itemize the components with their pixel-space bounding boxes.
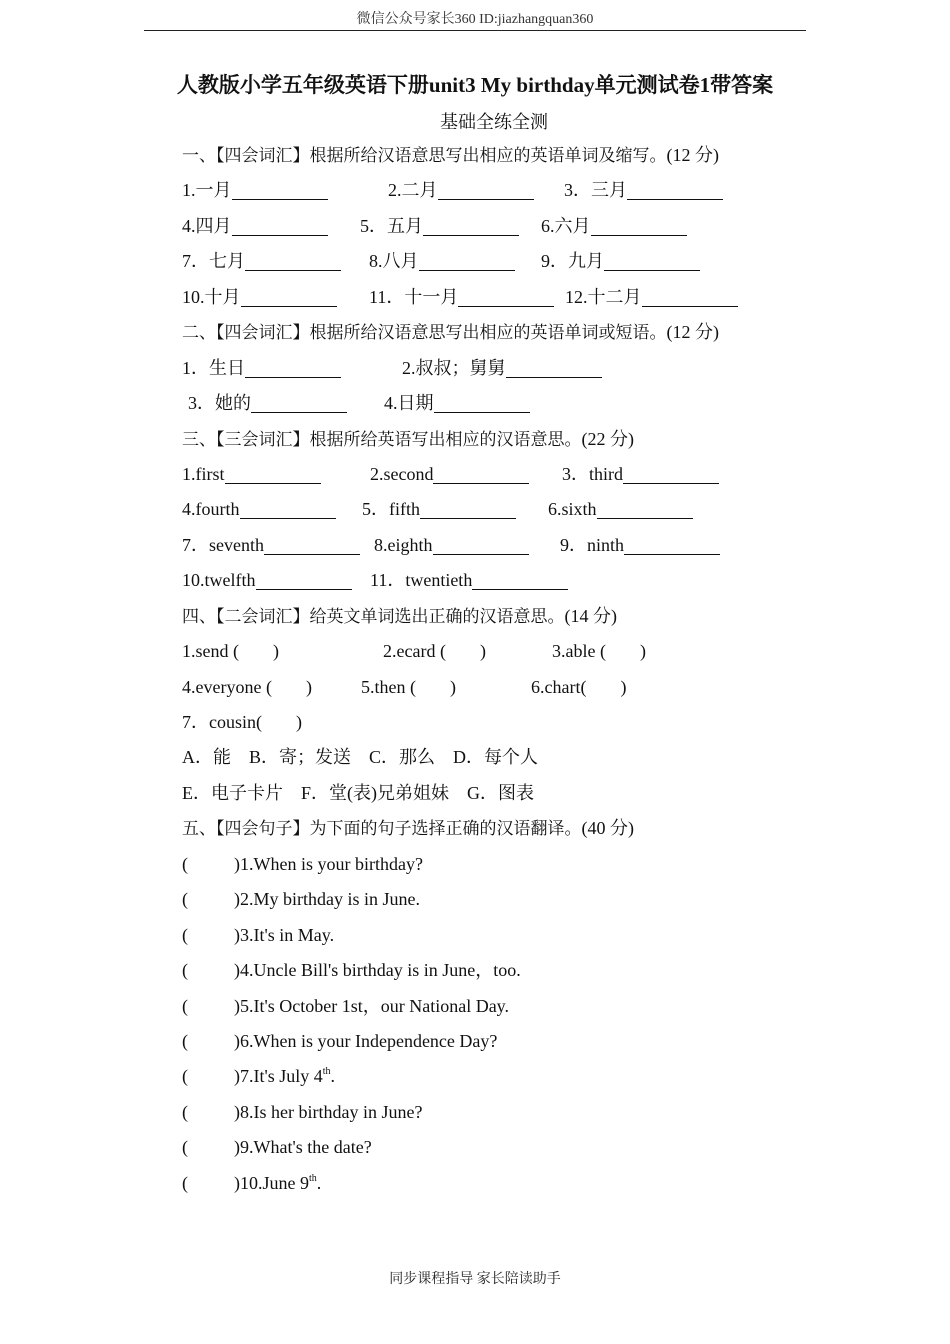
s3-item-7: 7．seventh [182,528,360,563]
s3-row-1 [182,457,902,492]
header-rule [144,30,806,31]
page-footer: 同步课程指导 家长陪读助手 [389,1272,561,1287]
s4-row-2 [182,670,902,705]
s5-item-8: ( )8.Is her birthday in June? [182,1101,423,1122]
section-2-heading: 二、【四会词汇】根据所给汉语意思写出相应的英语单词或短语。(12 分) [182,322,719,344]
answer-blank[interactable] [264,532,360,555]
s4-item-5: 5.then ( ) [361,676,456,697]
s1-item-10: 10.十月 [182,280,337,315]
s4-item-1: 1.send ( ) [182,641,279,662]
s4-item-4: 4.everyone ( ) [182,676,312,697]
answer-blank[interactable] [433,532,529,555]
answer-blank[interactable] [232,177,328,200]
s1-item-12: 12.十二月 [565,280,738,315]
answer-blank[interactable] [241,284,337,307]
s5-item-9: ( )9.What's the date? [182,1137,372,1158]
answer-blank[interactable] [251,390,347,413]
s3-item-6: 6.sixth [548,492,693,527]
s1-row-1 [182,173,902,208]
answer-blank[interactable] [225,461,321,484]
answer-blank[interactable] [623,461,719,484]
answer-blank[interactable] [627,177,723,200]
s5-item-10: ( )10.June 9th. [182,1172,322,1193]
s2-row-1 [182,351,902,386]
s5-item-6: ( )6.When is your Independence Day? [182,1030,498,1051]
answer-blank[interactable] [245,248,341,271]
s3-row-4 [182,563,902,598]
s4-options-2: E．电子卡片 F．堂(表)兄弟姐妹 G．图表 [182,782,534,803]
section-3-heading: 三、【三会词汇】根据所给英语写出相应的汉语意思。(22 分) [182,428,634,450]
s5-item-7: ( )7.It's July 4th. [182,1066,336,1087]
s5-item-1: ( )1.When is your birthday? [182,853,423,874]
s4-options-1: A．能 B．寄；发送 C．那么 D．每个人 [182,747,539,768]
document-title: 人教版小学五年级英语下册unit3 My birthday单元测试卷1带答案 [176,73,774,97]
answer-blank[interactable] [256,567,352,590]
answer-blank[interactable] [434,390,530,413]
s1-row-3 [182,244,902,279]
document-subtitle: 基础全练全测 [440,112,548,132]
s5-item-2: ( )2.My birthday is in June. [182,889,420,910]
s3-item-3: 3．third [562,457,719,492]
s1-item-11: 11．十一月 [369,280,554,315]
answer-blank[interactable] [423,213,519,236]
answer-blank[interactable] [597,496,693,519]
answer-blank[interactable] [624,532,720,555]
s2-item-4: 4.日期 [384,386,530,421]
answer-blank[interactable] [604,248,700,271]
s3-item-8: 8.eighth [374,528,529,563]
answer-blank[interactable] [232,213,328,236]
s4-item-6: 6.chart( ) [531,676,627,697]
section-5-heading: 五、【四会句子】为下面的句子选择正确的汉语翻译。(40 分) [182,818,634,840]
s3-row-2 [182,492,902,527]
s1-item-8: 8.八月 [369,244,515,279]
s2-item-2: 2.叔叔；舅舅 [402,351,602,386]
s2-row-2 [182,386,902,421]
section-4-heading: 四、【二会词汇】给英文单词选出正确的汉语意思。(14 分) [182,605,617,627]
s4-item-2: 2.ecard ( ) [383,641,486,662]
answer-blank[interactable] [419,248,515,271]
s1-row-2 [182,209,902,244]
s1-item-6: 6.六月 [541,209,687,244]
s3-row-3 [182,528,902,563]
s4-item-7: 7．cousin( ) [182,712,302,732]
s1-item-1: 1.一月 [182,173,328,208]
answer-blank[interactable] [506,355,602,378]
s1-row-4 [182,280,902,315]
s5-item-4: ( )4.Uncle Bill's birthday is in June，too. [182,960,521,981]
section-1-heading: 一、【四会词汇】根据所给汉语意思写出相应的英语单词及缩写。(12 分) [182,145,719,166]
exam-content [182,138,902,1201]
s2-item-3: 3．她的 [188,386,347,421]
s1-item-7: 7．七月 [182,244,341,279]
answer-blank[interactable] [591,213,687,236]
answer-blank[interactable] [642,284,738,307]
s3-item-5: 5．fifth [362,492,516,527]
answer-blank[interactable] [472,567,568,590]
s1-item-2: 2.二月 [388,173,534,208]
s4-item-3: 3.able ( ) [552,641,646,662]
s4-row-3 [182,705,902,740]
answer-blank[interactable] [458,284,554,307]
s3-item-11: 11．twentieth [370,563,568,598]
s3-item-1: 1.first [182,457,321,492]
answer-blank[interactable] [240,496,336,519]
s1-item-9: 9．九月 [541,244,700,279]
s1-item-3: 3．三月 [564,173,723,208]
answer-blank[interactable] [245,355,341,378]
page-header: 微信公众号家长360 ID:jiazhangquan360 [356,12,594,27]
answer-blank[interactable] [438,177,534,200]
s3-item-4: 4.fourth [182,492,336,527]
answer-blank[interactable] [433,461,529,484]
s2-item-1: 1．生日 [182,351,341,386]
s5-item-5: ( )5.It's October 1st，our National Day. [182,995,510,1016]
s4-row-1 [182,634,902,669]
s5-item-3: ( )3.It's in May. [182,924,335,945]
s1-item-5: 5．五月 [360,209,519,244]
s3-item-10: 10.twelfth [182,563,352,598]
s1-item-4: 4.四月 [182,209,328,244]
s3-item-2: 2.second [370,457,529,492]
answer-blank[interactable] [420,496,516,519]
s3-item-9: 9．ninth [560,528,720,563]
